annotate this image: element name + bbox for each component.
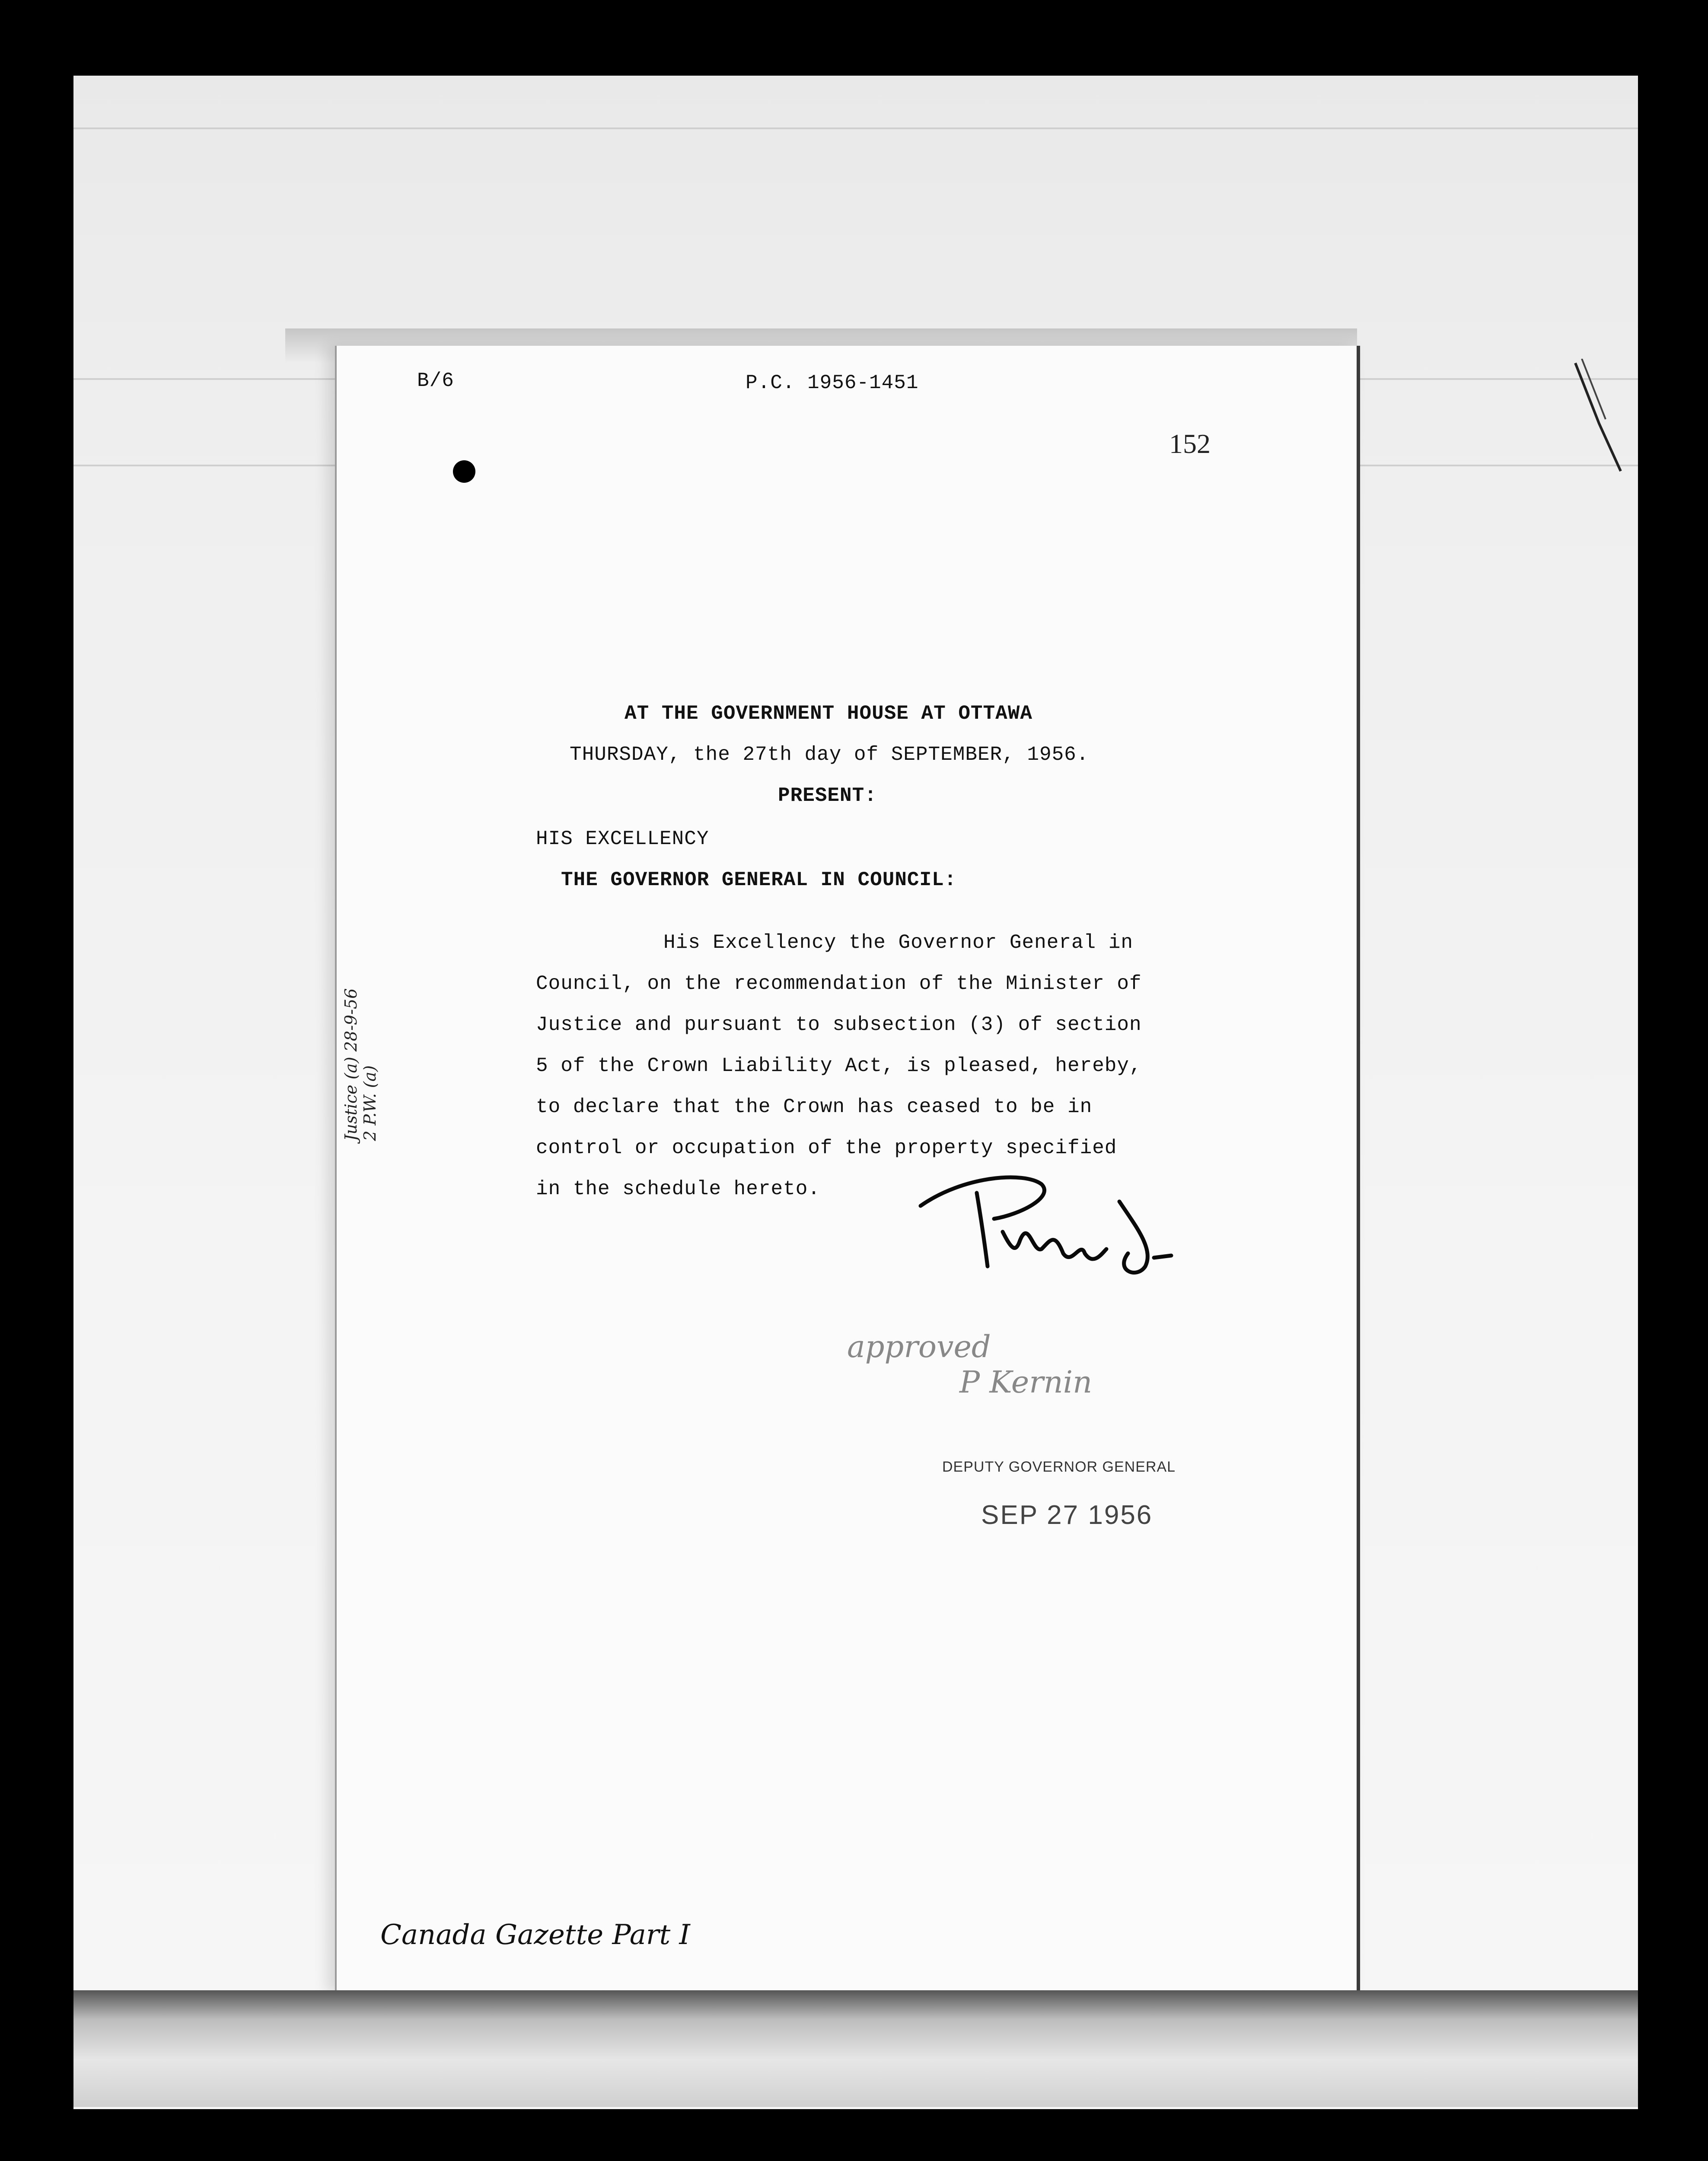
order-number: P.C. 1956-1451 bbox=[746, 372, 919, 394]
margin-note-line: 2 P.W. (a) bbox=[360, 1065, 379, 1141]
paragraph-line: 5 of the Crown Liability Act, is pleased, hereby, bbox=[536, 1055, 1142, 1077]
paragraph-line: control or occupation of the property specified bbox=[536, 1137, 1117, 1159]
signature-drawing bbox=[912, 1167, 1180, 1288]
document-page bbox=[335, 346, 1360, 1992]
his-excellency: HIS EXCELLENCY bbox=[536, 828, 709, 850]
paragraph-line: Council, on the recommendation of the Minister of bbox=[536, 972, 1142, 995]
deputy-governor-stamp: DEPUTY GOVERNOR GENERAL bbox=[942, 1459, 1176, 1475]
date-line: THURSDAY, the 27th day of SEPTEMBER, 1956. bbox=[570, 743, 1089, 766]
place-heading: AT THE GOVERNMENT HOUSE AT OTTAWA bbox=[625, 702, 1032, 725]
backing-rule bbox=[73, 127, 1638, 129]
edge-scratch-mark bbox=[1573, 359, 1625, 488]
approved-word: approved bbox=[847, 1329, 991, 1364]
gazette-handwritten-note: Canada Gazette Part I bbox=[380, 1919, 690, 1951]
scan-bottom-band bbox=[73, 1990, 1638, 2107]
approved-handwritten-note bbox=[847, 1329, 1092, 1400]
paragraph-line: to declare that the Crown has ceased to be in bbox=[536, 1096, 1093, 1118]
approver-initials: P Kernin bbox=[959, 1364, 1093, 1400]
date-stamp: SEP 27 1956 bbox=[981, 1500, 1153, 1530]
punch-hole bbox=[453, 460, 475, 483]
margin-note-line: Justice (a) 28-9-56 bbox=[341, 988, 360, 1141]
paragraph-line: Justice and pursuant to subsection (3) of section bbox=[536, 1014, 1142, 1036]
paragraph-line: His Excellency the Governor General in bbox=[663, 931, 1133, 954]
present-label: PRESENT: bbox=[778, 784, 877, 807]
governor-in-council: THE GOVERNOR GENERAL IN COUNCIL: bbox=[561, 869, 957, 891]
file-code: B/6 bbox=[417, 370, 454, 392]
folio-number: 152 bbox=[1169, 428, 1211, 459]
paragraph-line: in the schedule hereto. bbox=[536, 1178, 820, 1200]
margin-handwritten-note bbox=[341, 988, 379, 1141]
